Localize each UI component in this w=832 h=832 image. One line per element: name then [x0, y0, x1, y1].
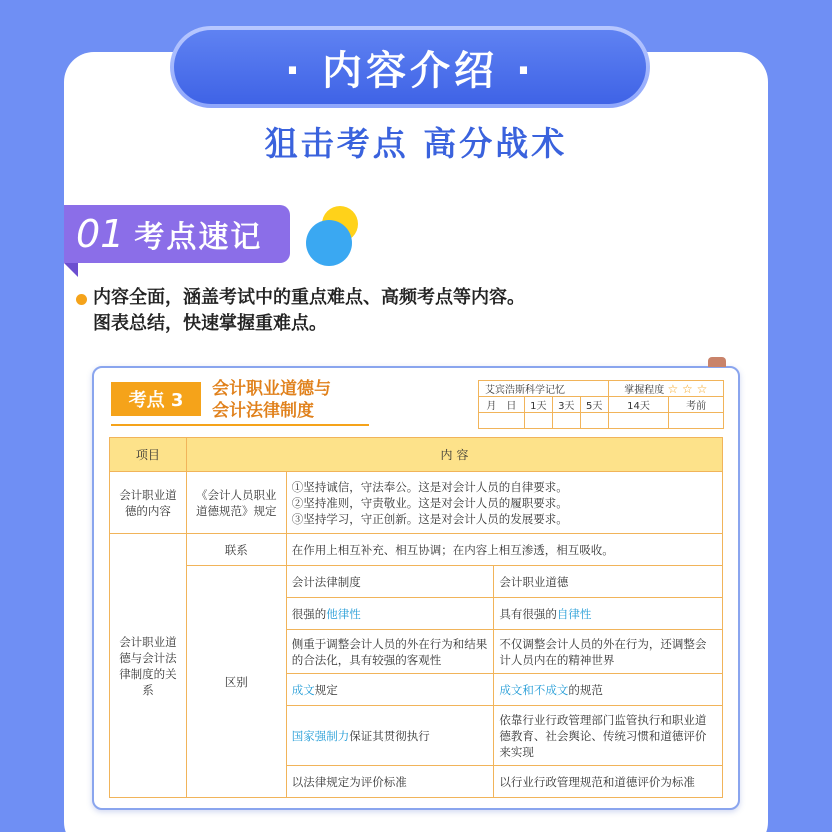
diff-r1-left	[286, 598, 494, 630]
topic-badge: 考点 3	[111, 382, 201, 416]
diff-r3-left	[286, 674, 494, 706]
memory-cell	[608, 413, 669, 429]
bullet-icon	[76, 294, 87, 305]
description-line-1: 内容全面，涵盖考试中的重点难点、高频考点等内容。	[93, 287, 525, 308]
diff-r1-right-pre: 具有很强的	[499, 606, 557, 621]
link-label: 联系	[186, 534, 286, 566]
row1-line-3: ③坚持学习，守正创新。这是对会计人员的发展要求。	[291, 511, 568, 526]
memory-cell	[669, 413, 724, 429]
content-table	[109, 437, 723, 798]
row1-sub: 《会计人员职业道德规范》规定	[186, 472, 286, 534]
diff-r5-right: 以行业行政管理规范和道德评价为标准	[494, 766, 723, 798]
diff-r2-right: 不仅调整会计人员的外在行为，还调整会计人员内在的精神世界	[494, 630, 723, 674]
header-item: 项目	[110, 438, 187, 472]
row2-item: 会计职业道德与会计法律制度的关系	[110, 534, 187, 798]
diff-head-left: 会计法律制度	[286, 566, 494, 598]
decor-blue-circle	[306, 220, 352, 266]
diff-r3-right-post: 的规范	[568, 682, 603, 697]
topic-title-line-1: 会计职业道德与	[212, 379, 331, 399]
diff-r1-left-highlight: 他律性	[326, 606, 361, 621]
diff-r4-left-post: 保证其贯彻执行	[349, 728, 430, 743]
row1-line-1: ①坚持诚信，守法奉公。这是对会计人员的自律要求。	[291, 479, 568, 494]
topic-underline	[111, 424, 369, 426]
page-subtitle: 狙击考点 高分战术	[264, 124, 568, 163]
section-ribbon-fold	[64, 263, 78, 277]
memory-title: 艾宾浩斯科学记忆	[479, 381, 609, 397]
row1-content	[286, 472, 722, 534]
mastery-rating	[608, 381, 723, 397]
row1-line-2: ②坚持准则，守责敬业。这是对会计人员的履职要求。	[291, 495, 568, 510]
diff-r2-left: 侧重于调整会计人员的外在行为和结果的合法化，具有较强的客观性	[286, 630, 494, 674]
section-number: 01	[76, 212, 125, 256]
topic-title-line-2: 会计法律制度	[212, 401, 314, 421]
diff-r1-right-highlight: 自律性	[556, 606, 592, 621]
section-heading	[76, 207, 262, 261]
topic-title	[212, 378, 331, 422]
diff-r1-right	[494, 598, 723, 630]
memory-col-exam: 考前	[669, 397, 724, 413]
diff-head-right: 会计职业道德	[494, 566, 723, 598]
memory-col-3d: 3天	[552, 397, 580, 413]
memory-cell	[580, 413, 608, 429]
memory-col-14d: 14天	[608, 397, 669, 413]
diff-r5-left: 以法律规定为评价标准	[286, 766, 494, 798]
diff-r3-right	[494, 674, 723, 706]
diff-r3-right-highlight: 成文和不成文	[499, 682, 569, 697]
memory-cell	[552, 413, 580, 429]
diff-r4-right: 依靠行业行政管理部门监管执行和职业道德教育、社会舆论、传统习惯和道德评价来实现	[494, 706, 723, 766]
diff-r4-left	[286, 706, 494, 766]
memory-cell	[524, 413, 552, 429]
memory-col-date: 月 日	[479, 397, 525, 413]
memory-cell	[479, 413, 525, 429]
diff-r3-left-post: 规定	[314, 682, 338, 697]
diff-r4-left-highlight: 国家强制力	[291, 728, 350, 743]
section-label: 考点速记	[134, 220, 263, 255]
memory-col-5d: 5天	[580, 397, 608, 413]
diff-r3-left-highlight: 成文	[291, 682, 315, 697]
link-text: 在作用上相互补充、相互协调；在内容上相互渗透，相互吸收。	[286, 534, 722, 566]
page-tab-marker	[708, 357, 726, 367]
section-description	[93, 285, 525, 337]
memory-col-1d: 1天	[524, 397, 552, 413]
page-title: · 内容介绍 ·	[174, 30, 646, 104]
star-icons: ☆ ☆ ☆	[667, 382, 708, 396]
diff-r1-left-pre: 很强的	[291, 606, 327, 621]
diff-label: 区别	[186, 566, 286, 798]
title-banner	[170, 26, 650, 108]
description-line-2: 图表总结，快速掌握重难点。	[93, 313, 327, 334]
row1-item: 会计职业道德的内容	[110, 472, 187, 534]
mastery-label: 掌握程度	[624, 385, 665, 396]
header-content: 内 容	[186, 438, 722, 472]
memory-tracker	[478, 380, 724, 429]
